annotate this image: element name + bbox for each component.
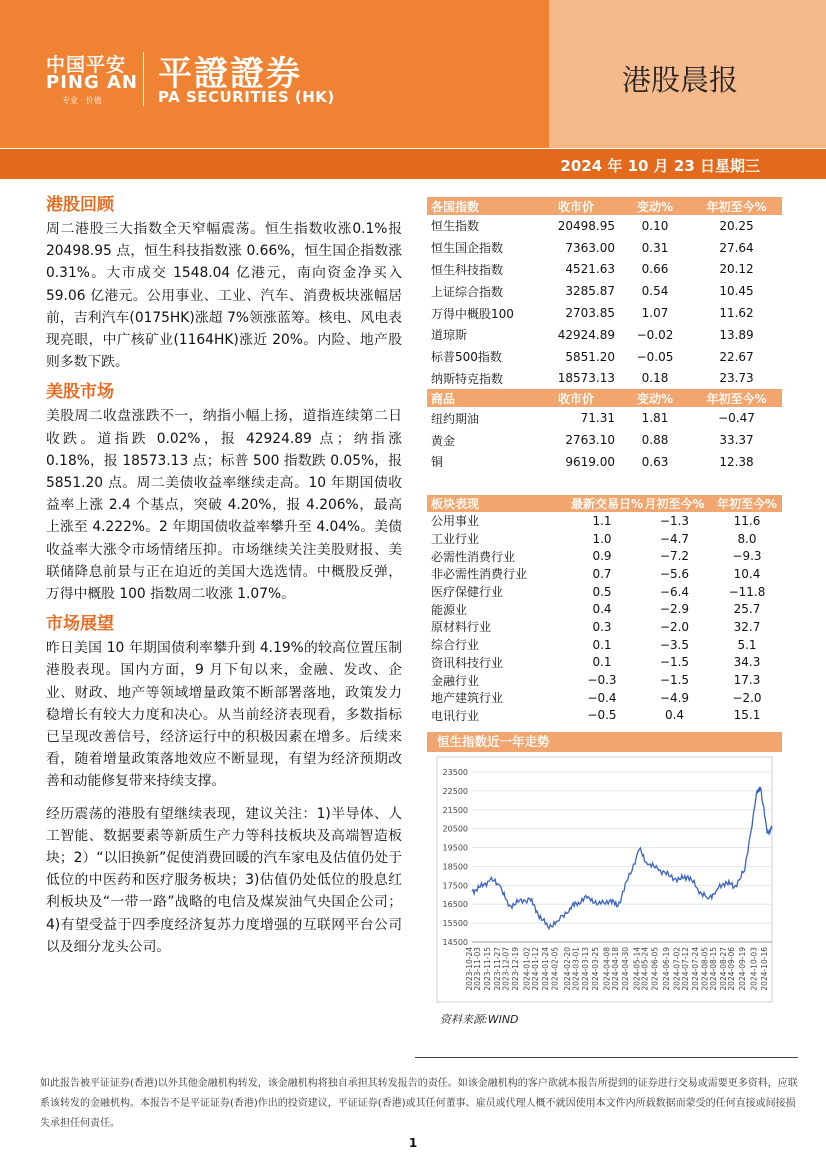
table-cell: 25.7: [733, 602, 761, 617]
table-cell: 标普500指数: [431, 350, 502, 365]
section-text-outlook-1: 昨日美国 10 年期国债利率攀升到 4.19%的较高位置压制港股表现。国内方面，9 月下旬以来，金融、发改、企业、财政、地产等领域增量政策不断部署落地，政策发力稳增长有较大力度和决心。从当前经济表现看，多数指标已呈现改善信号，经济运行中的积极因素在增多。后续来看，随着增量政策落地效应不断显现，有望为经济预期改善和动能修复带来持续支撑。: [46, 640, 402, 790]
table-cell: 18573.13: [557, 371, 615, 386]
x-tick-label: 2024-08-15: [708, 947, 718, 991]
table-row: [427, 583, 782, 601]
date-bar: [0, 149, 826, 179]
table-cell: 10.45: [719, 284, 754, 299]
commentary-column: [46, 192, 402, 964]
report-header: [0, 0, 826, 148]
y-tick-label: 17500: [442, 881, 468, 891]
table-cell: 20498.95: [557, 218, 615, 233]
section-title-outlook: 市场展望: [46, 614, 114, 635]
table-cell: 资讯科技行业: [431, 655, 504, 670]
table-cell: 电讯行业: [431, 708, 480, 723]
table-cell: 医疗保健行业: [431, 585, 504, 600]
x-tick-label: 2024-05-14: [632, 947, 642, 991]
table-row: [427, 654, 782, 672]
table-cell: 0.3: [592, 619, 612, 634]
table-cell: 20.12: [719, 262, 754, 277]
report-date: 2024 年 10 月 23 日星期三: [560, 157, 760, 175]
y-tick-label: 15500: [442, 919, 468, 929]
table-cell: 年初至今%: [712, 495, 782, 512]
y-tick-label: 22500: [442, 786, 468, 796]
table-cell: 万得中概股100: [431, 306, 514, 321]
disclaimer: [40, 1074, 800, 1134]
table-header-row: [427, 389, 782, 407]
table-row: [427, 280, 782, 302]
brand-name-cn: 平證證券: [158, 54, 302, 94]
table-cell: 27.64: [719, 240, 754, 255]
table-cell: 3285.87: [565, 284, 615, 299]
pingan-logo-en: PING AN: [46, 72, 138, 93]
table-cell: 8.0: [737, 531, 757, 546]
table-cell: 15.1: [733, 708, 761, 723]
section-text-hk: 周二港股三大指数全天窄幅震荡。恒生指数收涨0.1%报 20498.95 点，恒生科技指数涨 0.66%，恒生国企指数涨 0.31%。大市成交 1548.04 亿港元，南向资金净买入 59.06 亿港元。公用事业、工业、汽车、消费板块涨幅居前，吉利汽车(0175HK)涨超 7%领涨蓝筹。核电、风电表现亮眼，中广核矿业(1164HK)涨近 20%。内险、地产股则多数下跌。: [46, 221, 402, 371]
table-cell: 月初至今%: [637, 495, 712, 512]
table-row: [427, 707, 782, 725]
chart-title: 恒生指数近一年走势: [427, 732, 782, 752]
table-header-row: [427, 495, 782, 512]
table-row: [427, 302, 782, 324]
table-row: [427, 237, 782, 259]
table-cell: 11.62: [719, 306, 754, 321]
x-tick-label: 2023-11-27: [493, 947, 503, 991]
x-tick-label: 2023-12-07: [501, 947, 511, 991]
table-cell: 0.18: [641, 371, 669, 386]
x-tick-label: 2024-03-13: [581, 947, 591, 991]
table-cell: 0.7: [592, 566, 612, 581]
table-row: [427, 368, 782, 390]
x-tick-label: 2024-01-12: [530, 947, 540, 991]
section-title-us: 美股市场: [46, 382, 114, 403]
x-tick-label: 2024-02-05: [550, 947, 560, 991]
table-cell: 0.4: [664, 708, 685, 723]
table-cell: 32.7: [733, 619, 761, 634]
table-cell: 0.88: [641, 433, 669, 448]
table-row: [427, 512, 782, 530]
y-tick-label: 21500: [442, 805, 468, 815]
x-tick-label: 2024-09-06: [727, 947, 737, 991]
x-tick-label: 2024-06-05: [650, 947, 660, 991]
table-cell: 地产建筑行业: [431, 691, 504, 706]
table-cell: 年初至今%: [691, 197, 782, 215]
table-cell: 能源业: [431, 602, 468, 617]
x-tick-label: 2023-10-24: [465, 947, 474, 991]
table-cell: 0.9: [592, 549, 612, 564]
table-cell: −5.6: [659, 566, 690, 581]
page-number: 1: [408, 1136, 418, 1150]
table-cell: 各国指数: [427, 197, 533, 215]
table-cell: −2.9: [659, 602, 690, 617]
table-cell: 恒生科技指数: [431, 262, 504, 277]
table-cell: 0.1: [592, 655, 612, 670]
table-cell: 0.5: [592, 584, 612, 599]
table-cell: −1.3: [659, 513, 690, 528]
x-tick-label: 2024-04-08: [602, 947, 612, 991]
table-cell: 必需性消费行业: [431, 549, 516, 564]
table-cell: 年初至今%: [691, 389, 782, 407]
section-text-outlook-2: 经历震荡的港股有望继续表现，建议关注：1)半导体、人工智能、数据要素等新质生产力等科技板块及高端智造板块；2）“以旧换新”促使消费回暖的汽车家电及估值仍处于低位的中医药和医疗服务板块；3)估值仍处低位的股息红利板块及“一带一路”战略的电信及煤炭油气央国企公司；4)有望受益于四季度经济复苏力度增强的互联网平台公司以及细分龙头公司。: [46, 805, 402, 955]
table-cell: −0.05: [636, 349, 674, 364]
x-tick-label: 2024-01-02: [522, 947, 532, 991]
chart-source: 资料来源:WIND: [440, 1013, 519, 1026]
table-cell: 工业行业: [431, 532, 480, 547]
table-cell: 13.89: [719, 327, 754, 342]
table-cell: 金融行业: [431, 673, 480, 688]
table-row: [427, 565, 782, 583]
table-row: [427, 407, 782, 429]
y-tick-label: 14500: [442, 938, 468, 947]
table-cell: 5851.20: [565, 349, 615, 364]
table-cell: −2.0: [659, 619, 690, 634]
table-cell: 恒生指数: [431, 219, 480, 234]
x-tick-label: 2024-01-24: [540, 947, 550, 991]
x-tick-label: 2024-08-27: [718, 947, 728, 991]
x-tick-label: 2024-08-05: [700, 947, 710, 991]
table-cell: −6.4: [659, 584, 690, 599]
table-cell: 0.63: [641, 454, 669, 469]
table-cell: 23.73: [719, 371, 754, 386]
table-cell: 综合行业: [431, 638, 480, 653]
table-cell: 收市价: [533, 389, 619, 407]
logo-divider: [143, 52, 144, 106]
table-cell: 71.31: [580, 411, 615, 426]
table-cell: 上证综合指数: [431, 284, 504, 299]
table-row: [427, 547, 782, 565]
table-cell: 公用事业: [431, 514, 480, 529]
table-cell: −1.5: [659, 655, 690, 670]
table-cell: 42924.89: [557, 327, 615, 342]
report-title: 港股晨报: [622, 63, 739, 97]
table-cell: 商品: [427, 389, 533, 407]
y-tick-label: 18500: [442, 862, 468, 872]
table-cell: 变动%: [619, 389, 691, 407]
x-tick-label: 2023-11-03: [473, 947, 483, 991]
x-tick-label: 2024-02-20: [563, 947, 573, 991]
table-cell: −4.9: [659, 690, 690, 705]
brand-name-en: PA SECURITIES (HK): [158, 88, 335, 106]
table-cell: 34.3: [733, 655, 761, 670]
x-tick-label: 2024-03-25: [591, 947, 601, 991]
table-cell: 10.4: [733, 566, 761, 581]
disclaimer-text: 如此报告被平证证券(香港)以外其他金融机构转发，该金融机构将独自承担其转发报告的责任。如该金融机构的客户欲就本报告所提到的证券进行交易或需要更多资料，应联系该转发的金融机构。本报告不是平证证券(香港)作出的投资建议，平证证券(香港)或其任何董事、雇员或代理人概不就因使用本文件内所载数据而蒙受的任何直接或间接损失承担任何责任。: [40, 1078, 798, 1129]
table-cell: 0.10: [641, 218, 669, 233]
table-cell: −2.0: [732, 690, 762, 705]
table-row: [427, 346, 782, 368]
hsi-chart-svg: [427, 752, 782, 1032]
y-tick-label: 16500: [442, 900, 468, 910]
x-tick-label: 2024-07-12: [680, 947, 690, 991]
table-cell: 1.07: [641, 306, 669, 321]
table-cell: −0.47: [718, 411, 755, 426]
index-table: [427, 197, 782, 473]
x-tick-label: 2024-10-16: [760, 947, 770, 991]
footer-divider: [415, 1057, 798, 1058]
pingan-logo-tagline: 专业 · 价值: [62, 96, 102, 105]
table-cell: 17.3: [733, 673, 761, 688]
table-cell: 纽约期油: [431, 411, 480, 426]
table-cell: −7.2: [659, 549, 690, 564]
table-header-row: [427, 197, 782, 215]
table-cell: 0.31: [641, 240, 669, 255]
table-cell: 黄金: [431, 433, 456, 448]
table-row: [427, 636, 782, 654]
table-cell: 0.54: [641, 284, 669, 299]
table-cell: 0.1: [592, 637, 612, 652]
table-cell: −0.5: [587, 708, 617, 723]
table-cell: −0.4: [587, 690, 617, 705]
table-cell: −1.5: [659, 673, 690, 688]
y-tick-label: 19500: [442, 843, 468, 853]
x-tick-label: 2024-10-03: [749, 947, 759, 991]
x-tick-label: 2024-09-19: [737, 947, 747, 991]
table-cell: −3.5: [659, 637, 690, 652]
table-row: [427, 429, 782, 451]
table-cell: 收市价: [533, 197, 619, 215]
table-row: [427, 618, 782, 636]
table-cell: −11.8: [728, 584, 766, 599]
table-cell: −9.3: [732, 549, 762, 564]
table-cell: 恒生国企指数: [431, 241, 504, 256]
table-cell: −4.7: [659, 531, 690, 546]
table-cell: 20.25: [719, 218, 754, 233]
table-cell: 9619.00: [565, 454, 615, 469]
x-tick-label: 2024-07-24: [690, 947, 700, 991]
table-cell: −0.02: [636, 327, 674, 342]
table-row: [427, 530, 782, 548]
table-cell: 22.67: [719, 349, 754, 364]
x-tick-label: 2024-04-18: [610, 947, 620, 991]
table-cell: 铜: [431, 455, 444, 470]
table-cell: 最新交易日%: [567, 495, 637, 512]
x-tick-label: 2024-04-30: [620, 947, 630, 991]
x-tick-label: 2024-03-01: [571, 947, 581, 991]
x-tick-label: 2023-12-19: [511, 947, 521, 991]
table-cell: 12.38: [719, 454, 754, 469]
table-cell: −0.3: [587, 673, 617, 688]
sector-table: [427, 495, 782, 724]
table-cell: 道琼斯: [431, 328, 468, 343]
table-cell: 7363.00: [565, 240, 615, 255]
table-cell: 原材料行业: [431, 620, 492, 635]
table-cell: 变动%: [619, 197, 691, 215]
table-cell: 2763.10: [565, 433, 615, 448]
table-cell: 1.1: [592, 513, 612, 528]
table-cell: 非必需性消费行业: [431, 567, 528, 582]
x-tick-label: 2023-11-15: [483, 947, 493, 991]
table-cell: 1.81: [641, 411, 669, 426]
table-cell: 板块表现: [427, 495, 567, 512]
table-row: [427, 451, 782, 473]
table-row: [427, 689, 782, 707]
table-row: [427, 259, 782, 281]
table-cell: 5.1: [737, 637, 757, 652]
table-cell: 11.6: [733, 513, 761, 528]
y-tick-label: 23500: [442, 768, 468, 777]
table-cell: 0.4: [592, 602, 612, 617]
table-cell: 4521.63: [565, 262, 615, 277]
x-tick-label: 2024-07-02: [672, 947, 682, 991]
section-title-hk: 港股回顾: [46, 195, 114, 215]
table-cell: 2703.85: [565, 306, 615, 321]
x-tick-label: 2024-05-24: [640, 947, 650, 991]
pingan-logo-cn: 中国平安: [46, 54, 127, 76]
x-tick-label: 2024-06-19: [661, 947, 671, 991]
table-row: [427, 671, 782, 689]
y-tick-label: 20500: [442, 824, 468, 834]
table-cell: 33.37: [719, 433, 754, 448]
table-row: [427, 215, 782, 237]
section-text-us: 美股周二收盘涨跌不一，纳指小幅上扬，道指连续第二日收跌。道指跌 0.02%，报 42924.89 点；纳指涨 0.18%，报 18573.13 点；标普 500 指数跌 0.05%，报 5851.20 点。周二美债收益率继续走高。10 年期国债收益率上涨 2.4 个基点，突破 4.20%，报 4.206%，最高上涨至 4.222%。2 年期国债收益率攀升至 4.04%。美债收益率大涨令市场情绪压抑。市场继续关注美股财报、美联储降息前景与正在迫近的美国大选选情。中概股反弹，万得中概股 100 指数周二收涨 1.07%。: [46, 408, 402, 603]
table-row: [427, 600, 782, 618]
hsi-chart: [427, 752, 782, 1032]
table-cell: 0.66: [641, 262, 669, 277]
table-row: [427, 324, 782, 346]
table-cell: 纳斯特克指数: [431, 371, 504, 386]
table-cell: 1.0: [592, 531, 612, 546]
